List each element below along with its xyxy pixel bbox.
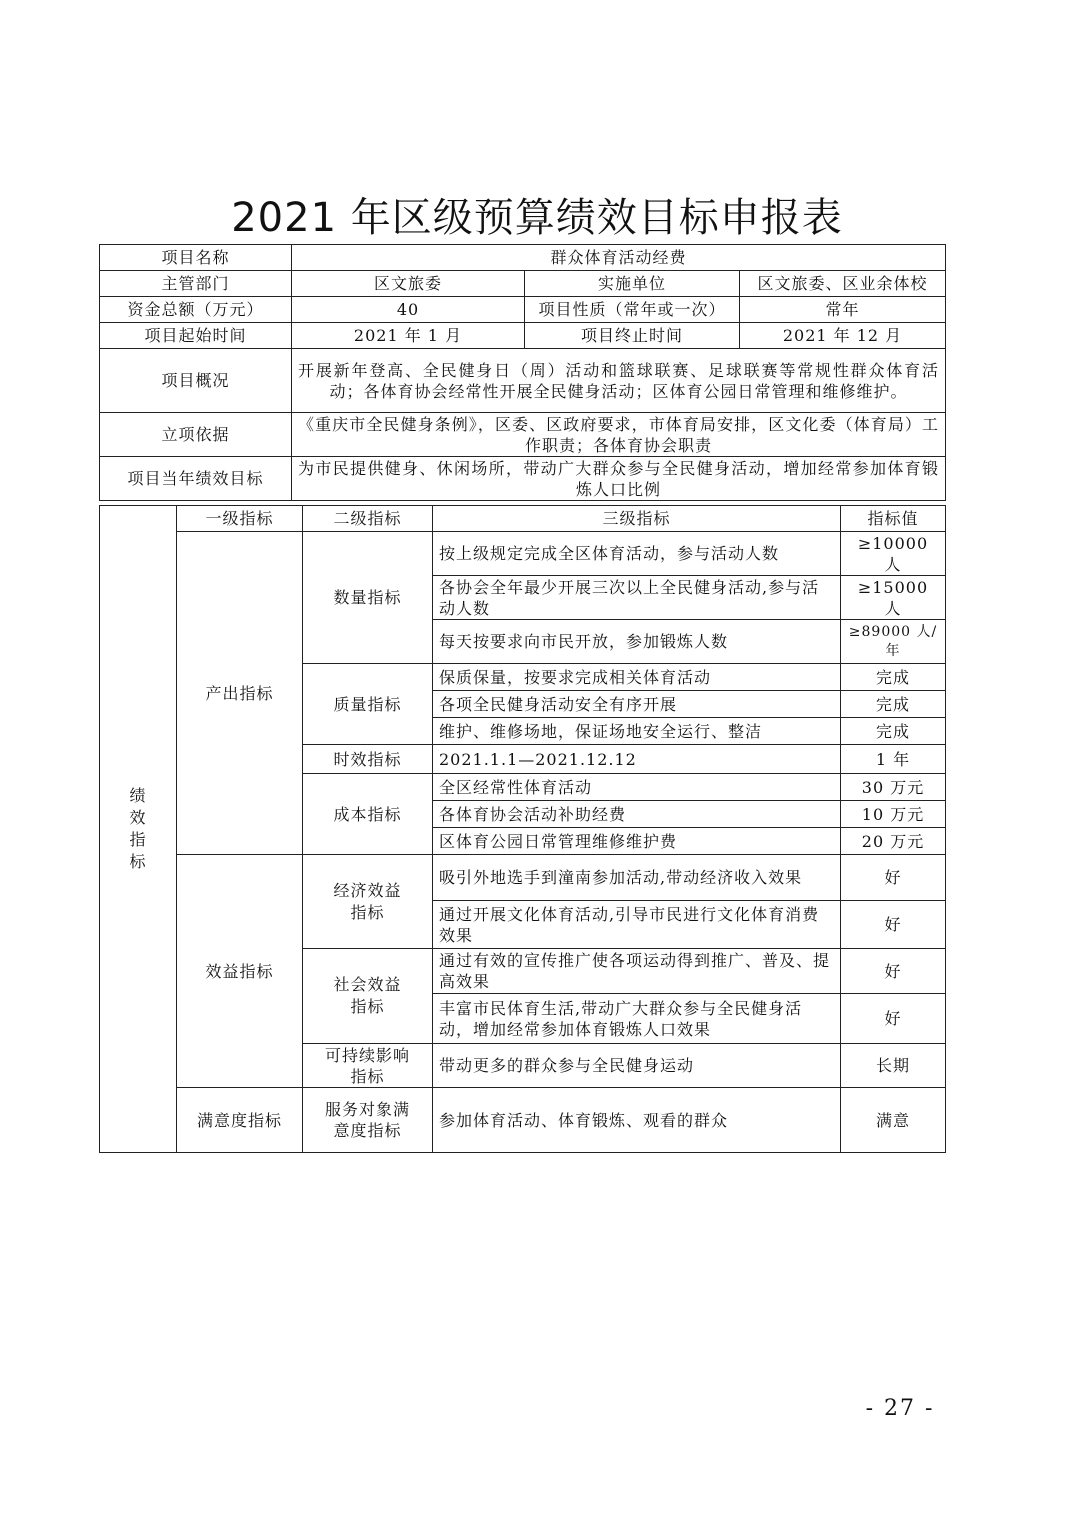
quality-label: 质量指标 [303, 664, 433, 745]
project-name-value: 群众体育活动经费 [292, 245, 946, 271]
cost-value-2: 10 万元 [841, 801, 946, 828]
start-value: 2021 年 1 月 [292, 323, 525, 349]
cost-value-1: 30 万元 [841, 774, 946, 801]
economic-label-text: 经济效益指标 [333, 880, 402, 922]
indicators-side-label [100, 506, 177, 1153]
project-info-table [99, 244, 946, 501]
social-label [303, 949, 433, 1044]
col-value: 指标值 [841, 506, 946, 532]
service-label-text: 服务对象满意度指标 [324, 1100, 410, 1140]
goal-value: 为市民提供健身、休闲场所，带动广大群众参与全民健身活动，增加经常参加体育锻炼人口比例 [292, 457, 946, 501]
economic-value-1: 好 [841, 855, 946, 901]
quantity-label: 数量指标 [303, 532, 433, 664]
fund-label: 资金总额（万元） [100, 297, 292, 323]
time-label: 时效指标 [303, 745, 433, 774]
nature-value: 常年 [740, 297, 946, 323]
quality-desc-3: 维护、维修场地，保证场地安全运行、整洁 [433, 718, 841, 745]
social-desc-1: 通过有效的宣传推广使各项运动得到推广、普及、提高效果 [433, 949, 841, 994]
goal-label: 项目当年绩效目标 [100, 457, 292, 501]
col-level3: 三级指标 [433, 506, 841, 532]
quality-value-1: 完成 [841, 664, 946, 691]
quantity-desc-2: 各协会全年最少开展三次以上全民健身活动,参与活动人数 [433, 576, 841, 620]
overview-value: 开展新年登高、全民健身日（周）活动和篮球联赛、足球联赛等常规性群众体育活动；各体育协会经常性开展全民健身活动；区体育公园日常管理和维修维护。 [292, 349, 946, 413]
time-desc: 2021.1.1—2021.12.12 [433, 745, 841, 774]
quality-desc-1: 保质保量，按要求完成相关体育活动 [433, 664, 841, 691]
satisfaction-label: 满意度指标 [177, 1088, 303, 1153]
impl-value: 区文旅委、区业余体校 [740, 271, 946, 297]
page-title: 2021 年区级预算绩效目标申报表 [231, 195, 843, 241]
social-desc-2: 丰富市民体育生活,带动广大群众参与全民健身活动，增加经常参加体育锻炼人口效果 [433, 994, 841, 1044]
quality-value-3: 完成 [841, 718, 946, 745]
social-value-1: 好 [841, 949, 946, 994]
quantity-value-1: ≥10000 人 [841, 532, 946, 576]
cost-desc-2: 各体育协会活动补助经费 [433, 801, 841, 828]
service-label [303, 1088, 433, 1153]
end-label: 项目终止时间 [525, 323, 740, 349]
sustain-label [303, 1044, 433, 1088]
quantity-value-3: ≥89000 人/年 [841, 620, 946, 664]
basis-value: 《重庆市全民健身条例》，区委、区政府要求，市体育局安排，区文化委（体育局）工作职责；各体育协会职责 [292, 413, 946, 457]
basis-label: 立项依据 [100, 413, 292, 457]
impl-label: 实施单位 [525, 271, 740, 297]
start-label: 项目起始时间 [100, 323, 292, 349]
quantity-value-2: ≥15000 人 [841, 576, 946, 620]
cost-label: 成本指标 [303, 774, 433, 855]
quality-value-2: 完成 [841, 691, 946, 718]
col-level1: 一级指标 [177, 506, 303, 532]
page-number: - 27 - [865, 1396, 935, 1421]
nature-label: 项目性质（常年或一次） [525, 297, 740, 323]
fund-value: 40 [292, 297, 525, 323]
satisfaction-desc: 参加体育活动、体育锻炼、观看的群众 [433, 1088, 841, 1153]
quality-desc-2: 各项全民健身活动安全有序开展 [433, 691, 841, 718]
side-char: 绩效指标 [129, 786, 147, 871]
dept-value: 区文旅委 [292, 271, 525, 297]
project-name-label: 项目名称 [100, 245, 292, 271]
sustain-label-text: 可持续影响指标 [324, 1045, 410, 1086]
time-value: 1 年 [841, 745, 946, 774]
economic-desc-2: 通过开展文化体育活动,引导市民进行文化体育消费效果 [433, 901, 841, 949]
quantity-desc-1: 按上级规定完成全区体育活动，参与活动人数 [433, 532, 841, 576]
col-level2: 二级指标 [303, 506, 433, 532]
satisfaction-value: 满意 [841, 1088, 946, 1153]
cost-desc-1: 全区经常性体育活动 [433, 774, 841, 801]
benefit-label: 效益指标 [177, 855, 303, 1088]
economic-label [303, 855, 433, 949]
sustain-desc: 带动更多的群众参与全民健身运动 [433, 1044, 841, 1088]
cost-desc-3: 区体育公园日常管理维修维护费 [433, 828, 841, 855]
cost-value-3: 20 万元 [841, 828, 946, 855]
dept-label: 主管部门 [100, 271, 292, 297]
economic-value-2: 好 [841, 901, 946, 949]
output-label: 产出指标 [177, 532, 303, 855]
economic-desc-1: 吸引外地选手到潼南参加活动,带动经济收入效果 [433, 855, 841, 901]
sustain-value: 长期 [841, 1044, 946, 1088]
social-label-text: 社会效益指标 [333, 975, 402, 1016]
quantity-desc-3: 每天按要求向市民开放，参加锻炼人数 [433, 620, 841, 664]
overview-label: 项目概况 [100, 349, 292, 413]
end-value: 2021 年 12 月 [740, 323, 946, 349]
indicators-table [99, 505, 946, 1153]
social-value-2: 好 [841, 994, 946, 1044]
